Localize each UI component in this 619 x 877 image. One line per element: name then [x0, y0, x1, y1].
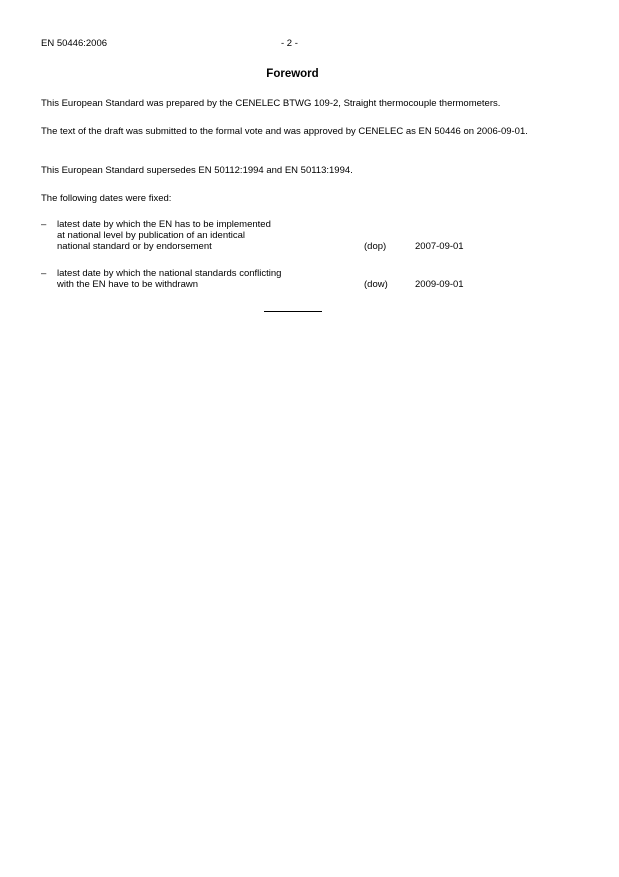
date-value: 2009-09-01	[415, 279, 464, 290]
date-value: 2007-09-01	[415, 241, 464, 252]
list-dash: –	[41, 219, 47, 230]
description-line: latest date by which the EN has to be implemented	[57, 219, 271, 230]
description-line: national standard or by endorsement	[57, 241, 212, 252]
end-rule-divider	[264, 311, 322, 312]
description-line: latest date by which the national standards conflicting	[57, 268, 282, 279]
list-dash: –	[41, 268, 47, 279]
date-item-description	[57, 219, 357, 252]
paragraph-prepared-by: This European Standard was prepared by the CENELEC BTWG 109-2, Straight thermocouple thermometers.	[41, 98, 501, 109]
description-line: at national level by publication of an identical	[57, 230, 246, 241]
date-item-description	[57, 268, 357, 290]
section-title: Foreword	[266, 68, 319, 80]
paragraph-approval: The text of the draft was submitted to the formal vote and was approved by CENELEC as EN 50446 on 2006-09-01.	[41, 126, 528, 137]
date-abbreviation: (dow)	[364, 279, 388, 290]
date-abbreviation: (dop)	[364, 241, 387, 252]
date-item-dow	[41, 268, 501, 291]
paragraph-supersedes: This European Standard supersedes EN 50112:1994 and EN 50113:1994.	[41, 165, 353, 176]
description-line: with the EN have to be withdrawn	[57, 279, 198, 290]
date-item-dop	[41, 219, 501, 253]
paragraph-dates-intro: The following dates were fixed:	[41, 193, 172, 204]
page-number: - 2 -	[281, 38, 298, 49]
document-id: EN 50446:2006	[41, 38, 108, 49]
